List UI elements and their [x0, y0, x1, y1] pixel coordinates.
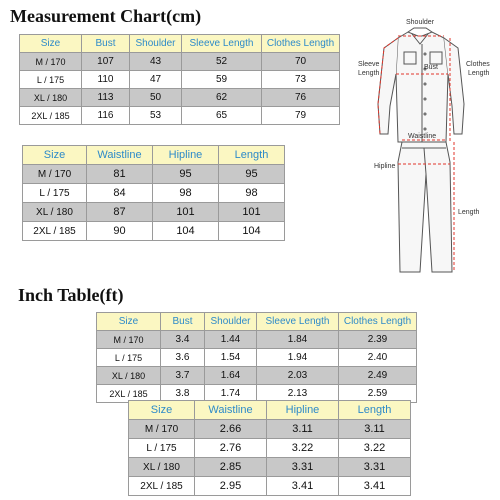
size-cell: L / 175 — [20, 71, 82, 89]
table-row — [129, 477, 411, 496]
value-cell: 73 — [262, 71, 340, 89]
value-cell: 104 — [219, 222, 285, 241]
value-cell: 65 — [182, 107, 262, 125]
value-cell: 3.31 — [339, 458, 411, 477]
value-cell: 1.64 — [205, 367, 257, 385]
value-cell: 95 — [219, 165, 285, 184]
table-row — [129, 458, 411, 477]
value-cell: 1.84 — [257, 331, 339, 349]
column-header: Size — [23, 146, 87, 165]
value-cell: 101 — [153, 203, 219, 222]
value-cell: 43 — [130, 53, 182, 71]
value-cell: 2.49 — [339, 367, 417, 385]
column-header: Hipline — [153, 146, 219, 165]
sleeve-label-line1: Sleeve — [358, 61, 380, 68]
table-header-row — [129, 401, 411, 420]
value-cell: 3.11 — [267, 420, 339, 439]
value-cell: 3.11 — [339, 420, 411, 439]
length-label: Length — [458, 209, 480, 216]
value-cell: 87 — [87, 203, 153, 222]
value-cell: 2.03 — [257, 367, 339, 385]
bust-label: Bust — [424, 64, 439, 71]
value-cell: 110 — [82, 71, 130, 89]
size-cell: M / 170 — [97, 331, 161, 349]
value-cell: 2.39 — [339, 331, 417, 349]
value-cell: 107 — [82, 53, 130, 71]
column-header: Clothes Length — [262, 35, 340, 53]
size-cell: L / 175 — [97, 349, 161, 367]
value-cell: 59 — [182, 71, 262, 89]
column-header: Size — [20, 35, 82, 53]
value-cell: 98 — [153, 184, 219, 203]
size-cell: XL / 180 — [20, 89, 82, 107]
column-header: Length — [339, 401, 411, 420]
size-cell: 2XL / 185 — [20, 107, 82, 125]
value-cell: 3.31 — [267, 458, 339, 477]
value-cell: 3.8 — [161, 385, 205, 403]
column-header: Sleeve Length — [182, 35, 262, 53]
value-cell: 3.4 — [161, 331, 205, 349]
table-row — [23, 203, 285, 222]
column-header: Length — [219, 146, 285, 165]
size-cell: 2XL / 185 — [129, 477, 195, 496]
table-header-row — [23, 146, 285, 165]
size-cell: XL / 180 — [23, 203, 87, 222]
value-cell: 3.22 — [267, 439, 339, 458]
value-cell: 47 — [130, 71, 182, 89]
value-cell: 70 — [262, 53, 340, 71]
size-cell: M / 170 — [20, 53, 82, 71]
column-header: Waistline — [195, 401, 267, 420]
table-row — [23, 184, 285, 203]
table-row — [20, 71, 340, 89]
column-header: Hipline — [267, 401, 339, 420]
top-size-table-inch — [96, 312, 417, 403]
value-cell: 2.76 — [195, 439, 267, 458]
value-cell: 3.7 — [161, 367, 205, 385]
shoulder-label: Shoulder — [406, 19, 435, 26]
value-cell: 113 — [82, 89, 130, 107]
value-cell: 79 — [262, 107, 340, 125]
value-cell: 50 — [130, 89, 182, 107]
size-cell: L / 175 — [129, 439, 195, 458]
column-header: Size — [97, 313, 161, 331]
size-cell: XL / 180 — [129, 458, 195, 477]
column-header: Size — [129, 401, 195, 420]
value-cell: 52 — [182, 53, 262, 71]
size-cell: M / 170 — [23, 165, 87, 184]
size-cell: 2XL / 185 — [97, 385, 161, 403]
column-header: Bust — [161, 313, 205, 331]
inch-table-title: Inch Table(ft) — [18, 285, 124, 305]
size-cell: L / 175 — [23, 184, 87, 203]
value-cell: 53 — [130, 107, 182, 125]
value-cell: 2.95 — [195, 477, 267, 496]
table-row — [20, 53, 340, 71]
value-cell: 2.85 — [195, 458, 267, 477]
cm-chart-title: Measurement Chart(cm) — [10, 6, 202, 26]
value-cell: 2.59 — [339, 385, 417, 403]
table-row — [20, 107, 340, 125]
hipline-label: Hipline — [374, 163, 396, 170]
value-cell: 76 — [262, 89, 340, 107]
column-header: Bust — [82, 35, 130, 53]
value-cell: 3.6 — [161, 349, 205, 367]
value-cell: 2.66 — [195, 420, 267, 439]
column-header: Clothes Length — [339, 313, 417, 331]
value-cell: 116 — [82, 107, 130, 125]
column-header: Sleeve Length — [257, 313, 339, 331]
value-cell: 1.44 — [205, 331, 257, 349]
table-row — [23, 165, 285, 184]
value-cell: 90 — [87, 222, 153, 241]
value-cell: 3.41 — [339, 477, 411, 496]
value-cell: 1.74 — [205, 385, 257, 403]
table-row — [129, 420, 411, 439]
value-cell: 2.13 — [257, 385, 339, 403]
table-row — [97, 349, 417, 367]
sleeve-label-line2: Length — [358, 70, 380, 77]
value-cell: 1.94 — [257, 349, 339, 367]
waistline-label: Waistline — [408, 133, 437, 140]
table-row — [20, 89, 340, 107]
column-header: Shoulder — [130, 35, 182, 53]
value-cell: 104 — [153, 222, 219, 241]
table-row — [97, 367, 417, 385]
value-cell: 101 — [219, 203, 285, 222]
table-row — [97, 331, 417, 349]
clothes-label-line2: Length — [468, 70, 490, 77]
value-cell: 81 — [87, 165, 153, 184]
table-row — [129, 439, 411, 458]
pants-diagram — [370, 132, 500, 277]
pants-size-table-cm — [22, 145, 285, 241]
top-size-table-cm — [19, 34, 340, 125]
clothes-label-line1: Clothes — [466, 61, 490, 68]
table-header-row — [97, 313, 417, 331]
value-cell: 3.41 — [267, 477, 339, 496]
value-cell: 3.22 — [339, 439, 411, 458]
column-header: Waistline — [87, 146, 153, 165]
value-cell: 98 — [219, 184, 285, 203]
size-cell: 2XL / 185 — [23, 222, 87, 241]
size-cell: M / 170 — [129, 420, 195, 439]
value-cell: 62 — [182, 89, 262, 107]
pants-size-table-inch — [128, 400, 411, 496]
size-cell: XL / 180 — [97, 367, 161, 385]
value-cell: 95 — [153, 165, 219, 184]
value-cell: 2.40 — [339, 349, 417, 367]
value-cell: 84 — [87, 184, 153, 203]
table-header-row — [20, 35, 340, 53]
column-header: Shoulder — [205, 313, 257, 331]
value-cell: 1.54 — [205, 349, 257, 367]
table-row — [23, 222, 285, 241]
